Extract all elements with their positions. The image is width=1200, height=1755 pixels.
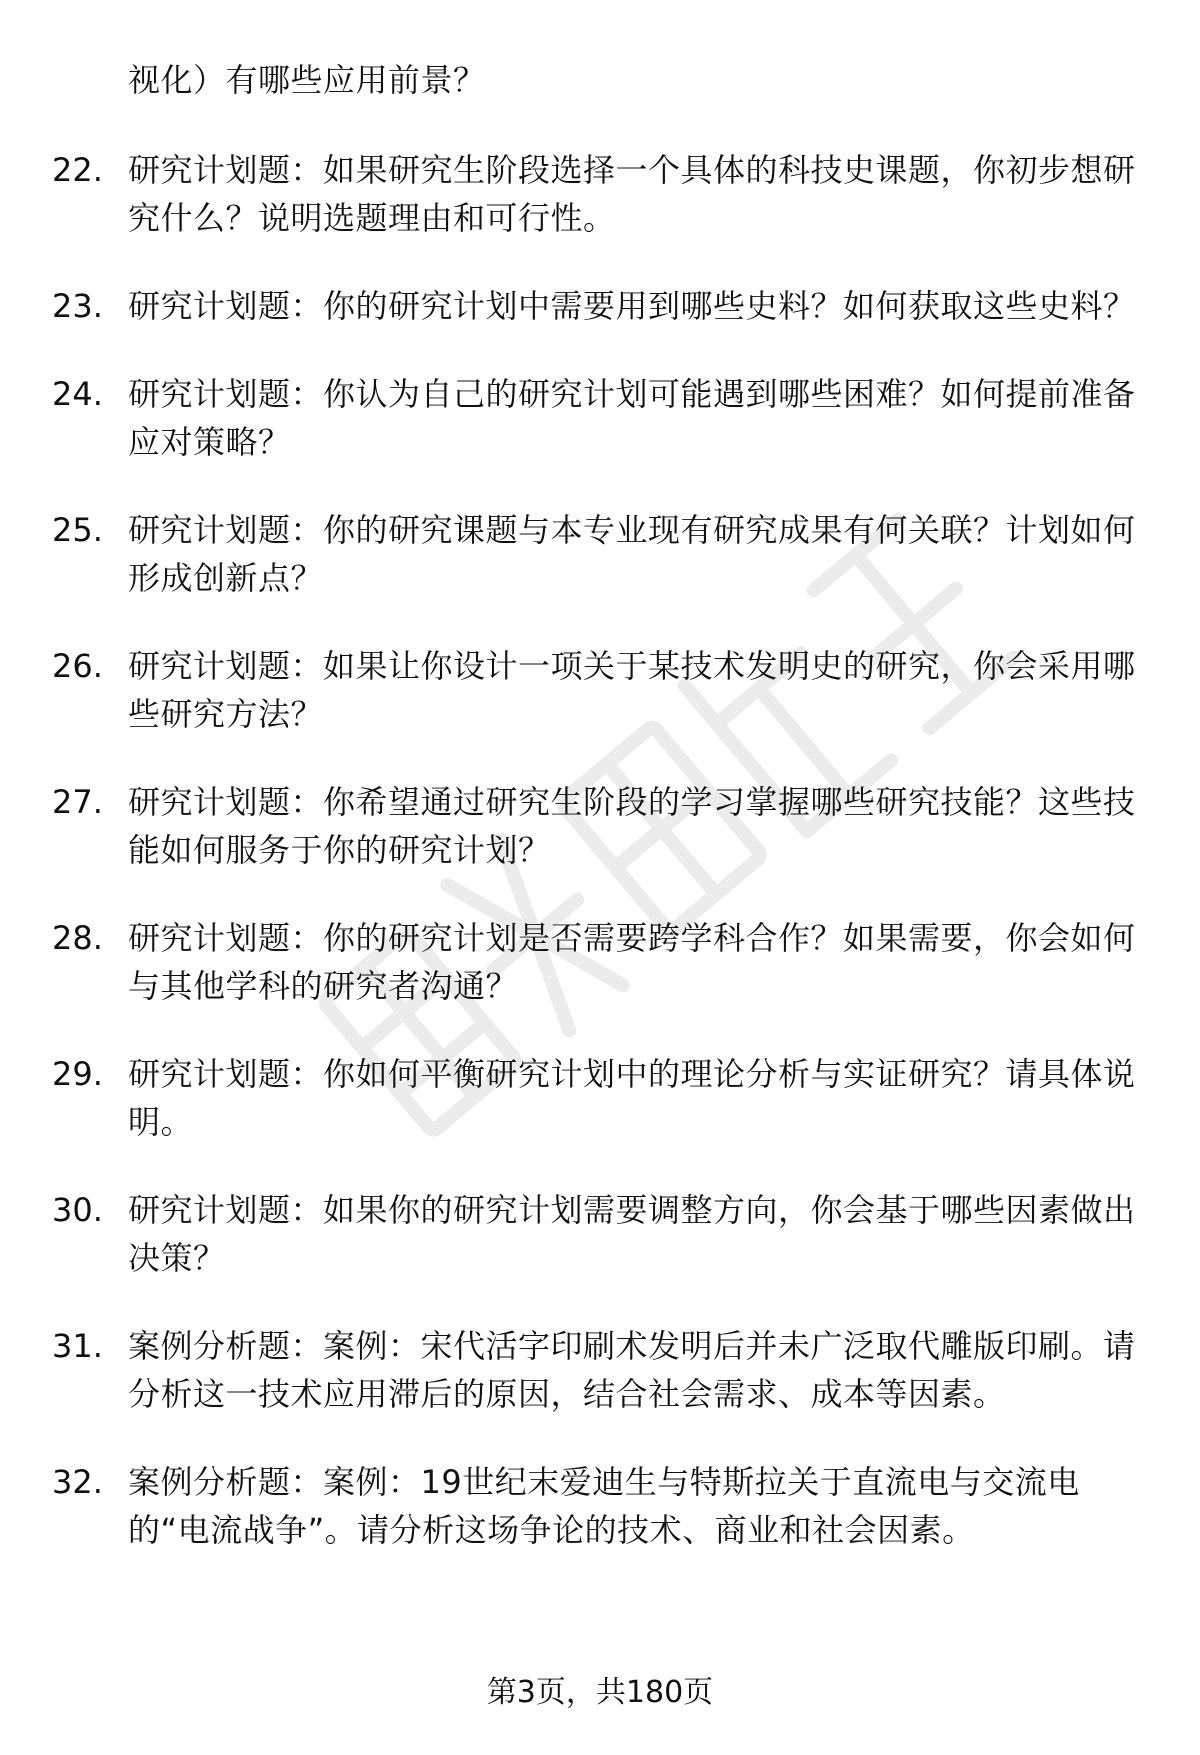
question-text: 研究计划题：你如何平衡研究计划中的理论分析与实证研究？请具体说明。 (128, 1055, 1136, 1141)
question-number: 22. (52, 151, 103, 189)
list-item (52, 914, 1152, 1010)
question-text: 研究计划题：如果研究生阶段选择一个具体的科技史课题，你初步想研究什么？说明选题理由和可行性。 (128, 151, 1136, 237)
question-text: 研究计划题：你认为自己的研究计划可能遇到哪些困难？如何提前准备应对策略？ (128, 375, 1136, 461)
question-text: 研究计划题：你希望通过研究生阶段的学习掌握哪些研究技能？这些技能如何服务于你的研究计划？ (128, 783, 1136, 869)
list-item (52, 1186, 1152, 1282)
question-number: 29. (52, 1055, 103, 1093)
question-text: 研究计划题：你的研究计划中需要用到哪些史料？如何获取这些史料？ (128, 287, 1136, 325)
question-text: 案例分析题：案例：19世纪末爱迪生与特斯拉关于直流电与交流电的“电流战争”。请分析这场争论的技术、商业和社会因素。 (128, 1463, 1080, 1549)
list-item (52, 1050, 1152, 1146)
page-footer: 第3页，共180页 (486, 1675, 714, 1710)
question-number: 25. (52, 511, 103, 549)
question-text: 案例分析题：案例：宋代活字印刷术发明后并未广泛取代雕版印刷。请分析这一技术应用滞后的原因，结合社会需求、成本等因素。 (128, 1327, 1136, 1413)
list-item (52, 642, 1152, 738)
question-text: 研究计划题：你的研究计划是否需要跨学科合作？如果需要，你会如何与其他学科的研究者沟通？ (128, 919, 1136, 1005)
list-item (52, 778, 1152, 874)
list-item (52, 506, 1152, 602)
question-text: 研究计划题：如果让你设计一项关于某技术发明史的研究，你会采用哪些研究方法？ (128, 647, 1136, 733)
question-number: 24. (52, 375, 103, 413)
question-list (52, 56, 1152, 1594)
list-item (52, 1458, 1152, 1554)
list-item (52, 370, 1152, 466)
question-text: 研究计划题：如果你的研究计划需要调整方向，你会基于哪些因素做出决策？ (128, 1191, 1136, 1277)
question-number: 31. (52, 1327, 103, 1365)
question-text: 研究计划题：你的研究课题与本专业现有研究成果有何关联？计划如何形成创新点？ (128, 511, 1136, 597)
list-item (52, 1322, 1152, 1418)
question-number: 28. (52, 919, 103, 957)
list-item-continuation (52, 56, 1152, 104)
list-item (52, 282, 1152, 330)
question-number: 23. (52, 287, 103, 325)
question-number: 32. (52, 1463, 103, 1501)
question-number: 30. (52, 1191, 103, 1229)
list-item (52, 146, 1152, 242)
question-number: 26. (52, 647, 103, 685)
question-number: 27. (52, 783, 103, 821)
question-text: 视化）有哪些应用前景？ (128, 61, 486, 99)
